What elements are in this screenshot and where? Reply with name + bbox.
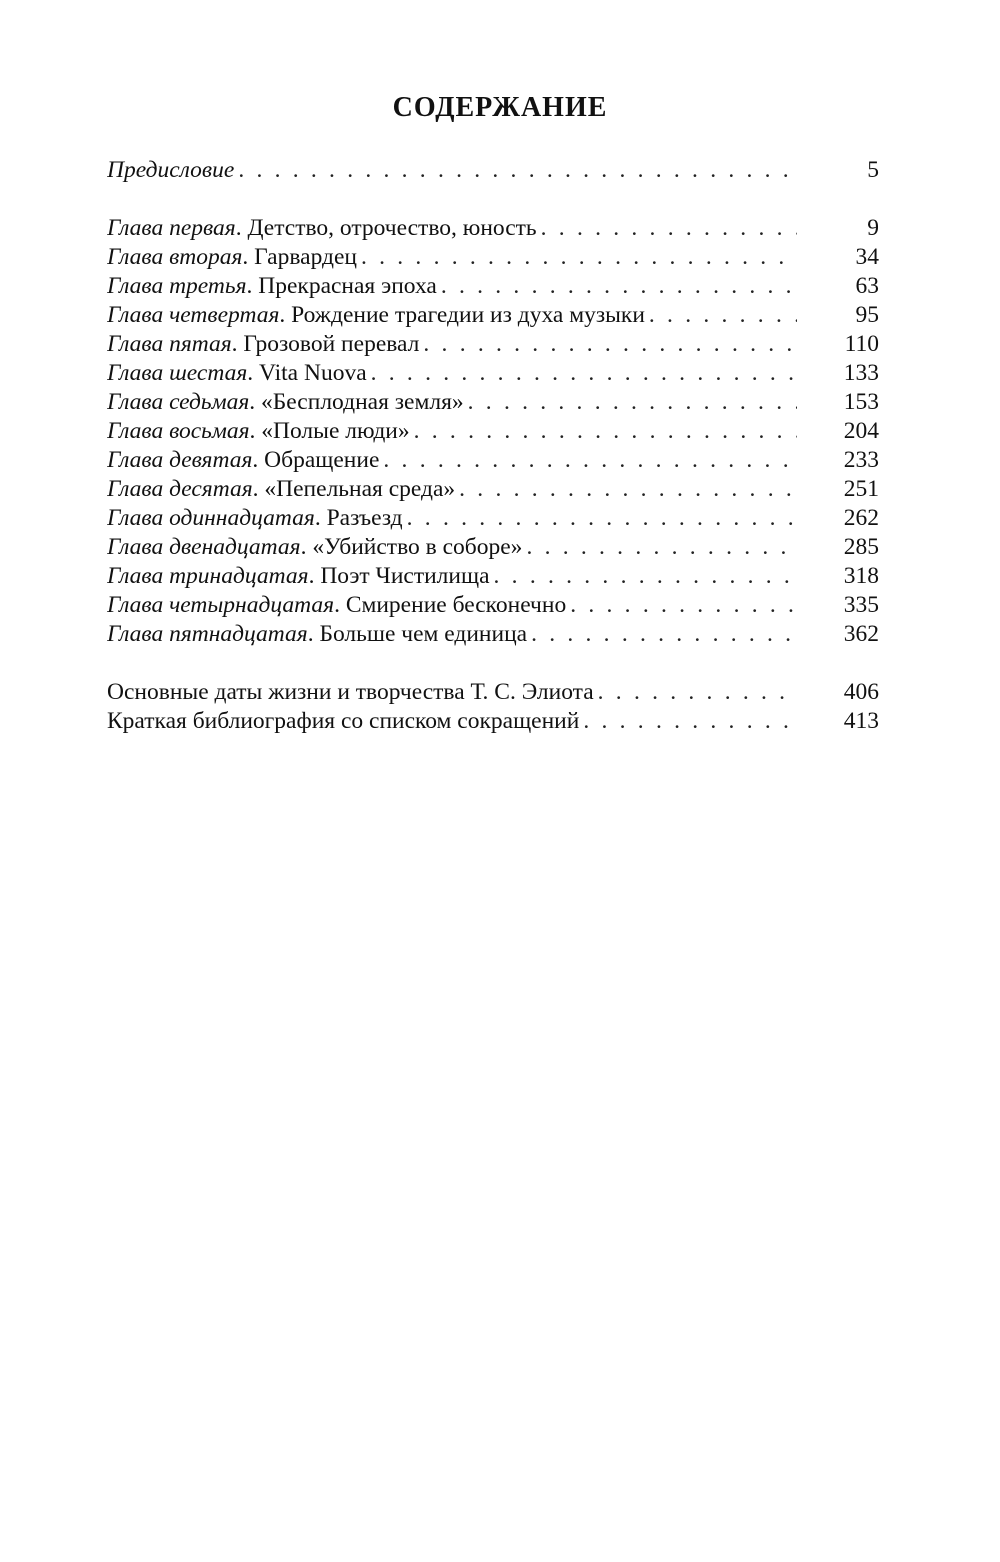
toc-entry-lead	[107, 620, 797, 649]
preface-label: Предисловие	[107, 157, 235, 183]
page-number: 285	[843, 534, 879, 560]
toc-entry-label	[107, 591, 566, 620]
page-number: 251	[843, 476, 879, 502]
chapter-prefix: Глава вторая	[107, 244, 243, 270]
chapter-title: Больше чем единица	[319, 621, 528, 647]
page-number: 262	[843, 505, 879, 531]
toc-entry[interactable]	[107, 620, 879, 649]
toc-entry-lead	[107, 417, 797, 446]
toc-entry-label	[107, 272, 437, 301]
chapter-prefix: Глава девятая	[107, 447, 253, 473]
toc-entry-label	[107, 359, 367, 388]
toc-entry-preface[interactable]	[107, 156, 879, 185]
toc-entry[interactable]	[107, 591, 879, 620]
chapter-title: «Бесплодная земля»	[261, 389, 464, 415]
appendix-title: Краткая библиография со списком сокращений	[107, 708, 580, 734]
chapter-title: Обращение	[264, 447, 380, 473]
page-number: 233	[843, 447, 879, 473]
dot-leader	[468, 388, 797, 417]
chapter-title: Прекрасная эпоха	[258, 273, 437, 299]
toc-entry[interactable]	[107, 388, 879, 417]
toc-entry[interactable]	[107, 562, 879, 591]
chapter-separator: .	[252, 447, 265, 473]
toc-entry-label	[107, 504, 403, 533]
chapter-prefix: Глава одиннадцатая	[107, 505, 315, 531]
toc-entry-lead	[107, 475, 797, 504]
toc-entry-label	[107, 301, 645, 330]
toc-entry[interactable]	[107, 678, 879, 707]
toc-entry[interactable]	[107, 359, 879, 388]
chapter-prefix: Глава пятая	[107, 331, 232, 357]
chapter-list	[107, 214, 879, 649]
toc-entry-label	[107, 475, 455, 504]
toc-entry-lead	[107, 156, 797, 185]
toc-entry[interactable]	[107, 475, 879, 504]
toc-entry-label	[107, 388, 464, 417]
appendix-title: Основные даты жизни и творчества Т. С. Элиота	[107, 679, 594, 705]
chapter-title: Детство, отрочество, юность	[247, 215, 537, 241]
dot-leader	[459, 475, 797, 504]
toc-entry-lead	[107, 214, 797, 243]
table-of-contents	[107, 156, 879, 736]
dot-leader	[570, 591, 797, 620]
chapter-separator: .	[279, 302, 292, 328]
toc-entry-label	[107, 214, 537, 243]
chapter-title: Vita Nuova	[259, 360, 367, 386]
chapter-separator: .	[314, 505, 327, 531]
chapter-prefix: Глава десятая	[107, 476, 253, 502]
chapter-prefix: Глава пятнадцатая	[107, 621, 308, 647]
dot-leader	[371, 359, 797, 388]
page-number: 5	[867, 157, 879, 183]
toc-entry[interactable]	[107, 272, 879, 301]
page-number: 406	[843, 679, 879, 705]
page-number: 9	[867, 215, 879, 241]
dot-leader	[494, 562, 797, 591]
chapter-prefix: Глава двенадцатая	[107, 534, 301, 560]
toc-entry-lead	[107, 678, 797, 707]
toc-entry-label	[107, 330, 419, 359]
chapter-separator: .	[235, 215, 248, 241]
toc-entry-lead	[107, 591, 797, 620]
chapter-separator: .	[242, 244, 255, 270]
page-number: 110	[844, 331, 879, 357]
toc-entry-label	[107, 707, 579, 736]
appendix-list	[107, 678, 879, 736]
chapter-prefix: Глава шестая	[107, 360, 248, 386]
toc-entry-lead	[107, 272, 797, 301]
toc-entry[interactable]	[107, 446, 879, 475]
chapter-separator: .	[252, 476, 265, 502]
chapter-separator: .	[247, 360, 260, 386]
chapter-title: Грозовой перевал	[243, 331, 420, 357]
page-number: 153	[843, 389, 879, 415]
toc-entry-lead	[107, 707, 797, 736]
toc-entry[interactable]	[107, 504, 879, 533]
toc-entry-label	[107, 156, 234, 185]
chapter-title: Разъезд	[326, 505, 403, 531]
chapter-separator: .	[231, 331, 244, 357]
page-number: 413	[843, 708, 879, 734]
chapter-separator: .	[249, 418, 262, 444]
dot-leader	[414, 417, 797, 446]
toc-entry-lead	[107, 533, 797, 562]
dot-leader	[361, 243, 797, 272]
page-number: 63	[855, 273, 879, 299]
toc-entry-label	[107, 417, 410, 446]
toc-entry[interactable]	[107, 533, 879, 562]
dot-leader	[407, 504, 797, 533]
dot-leader	[649, 301, 797, 330]
toc-entry[interactable]	[107, 301, 879, 330]
chapter-prefix: Глава первая	[107, 215, 236, 241]
dot-leader	[531, 620, 797, 649]
toc-entry[interactable]	[107, 417, 879, 446]
dot-leader	[423, 330, 797, 359]
spacer	[107, 185, 879, 214]
chapter-title: «Полые люди»	[261, 418, 410, 444]
toc-entry-lead	[107, 446, 797, 475]
toc-entry-lead	[107, 504, 797, 533]
toc-entry-lead	[107, 243, 797, 272]
chapter-title: Смирение бесконечно	[345, 592, 567, 618]
dot-leader	[526, 533, 797, 562]
dot-leader	[441, 272, 797, 301]
dot-leader	[383, 446, 797, 475]
toc-entry-lead	[107, 301, 797, 330]
toc-entry[interactable]	[107, 214, 879, 243]
toc-entry-lead	[107, 388, 797, 417]
chapter-prefix: Глава восьмая	[107, 418, 250, 444]
toc-entry[interactable]	[107, 243, 879, 272]
dot-leader	[541, 214, 797, 243]
page-number: 362	[843, 621, 879, 647]
toc-entry[interactable]	[107, 330, 879, 359]
toc-entry-label	[107, 620, 527, 649]
dot-leader	[238, 156, 797, 185]
page-number: 335	[843, 592, 879, 618]
page-number: 204	[843, 418, 879, 444]
chapter-prefix: Глава четвертая	[107, 302, 280, 328]
toc-entry[interactable]	[107, 707, 879, 736]
page-number: 95	[855, 302, 879, 328]
chapter-title: Гарвардец	[254, 244, 357, 270]
toc-entry-lead	[107, 359, 797, 388]
dot-leader	[583, 707, 797, 736]
chapter-separator: .	[334, 592, 346, 618]
chapter-prefix: Глава седьмая	[107, 389, 250, 415]
toc-entry-label	[107, 562, 490, 591]
chapter-separator: .	[249, 389, 262, 415]
chapter-title: «Пепельная среда»	[264, 476, 456, 502]
chapter-separator: .	[300, 534, 313, 560]
chapter-title: Поэт Чистилища	[320, 563, 490, 589]
toc-entry-label	[107, 533, 522, 562]
toc-entry-lead	[107, 562, 797, 591]
chapter-separator: .	[246, 273, 259, 299]
chapter-separator: .	[307, 621, 320, 647]
toc-entry-label	[107, 446, 379, 475]
toc-entry-label	[107, 243, 357, 272]
chapter-separator: .	[308, 563, 321, 589]
spacer	[107, 649, 879, 678]
page-number: 34	[855, 244, 879, 270]
page-title: СОДЕРЖАНИЕ	[392, 92, 608, 123]
page-number: 133	[843, 360, 879, 386]
toc-entry-lead	[107, 330, 797, 359]
chapter-prefix: Глава третья	[107, 273, 247, 299]
chapter-title: Рождение трагедии из духа музыки	[291, 302, 645, 328]
dot-leader	[598, 678, 797, 707]
chapter-prefix: Глава тринадцатая	[107, 563, 309, 589]
chapter-prefix: Глава четырнадцатая	[107, 592, 335, 618]
page-number: 318	[843, 563, 879, 589]
toc-entry-label	[107, 678, 594, 707]
chapter-title: «Убийство в соборе»	[312, 534, 523, 560]
